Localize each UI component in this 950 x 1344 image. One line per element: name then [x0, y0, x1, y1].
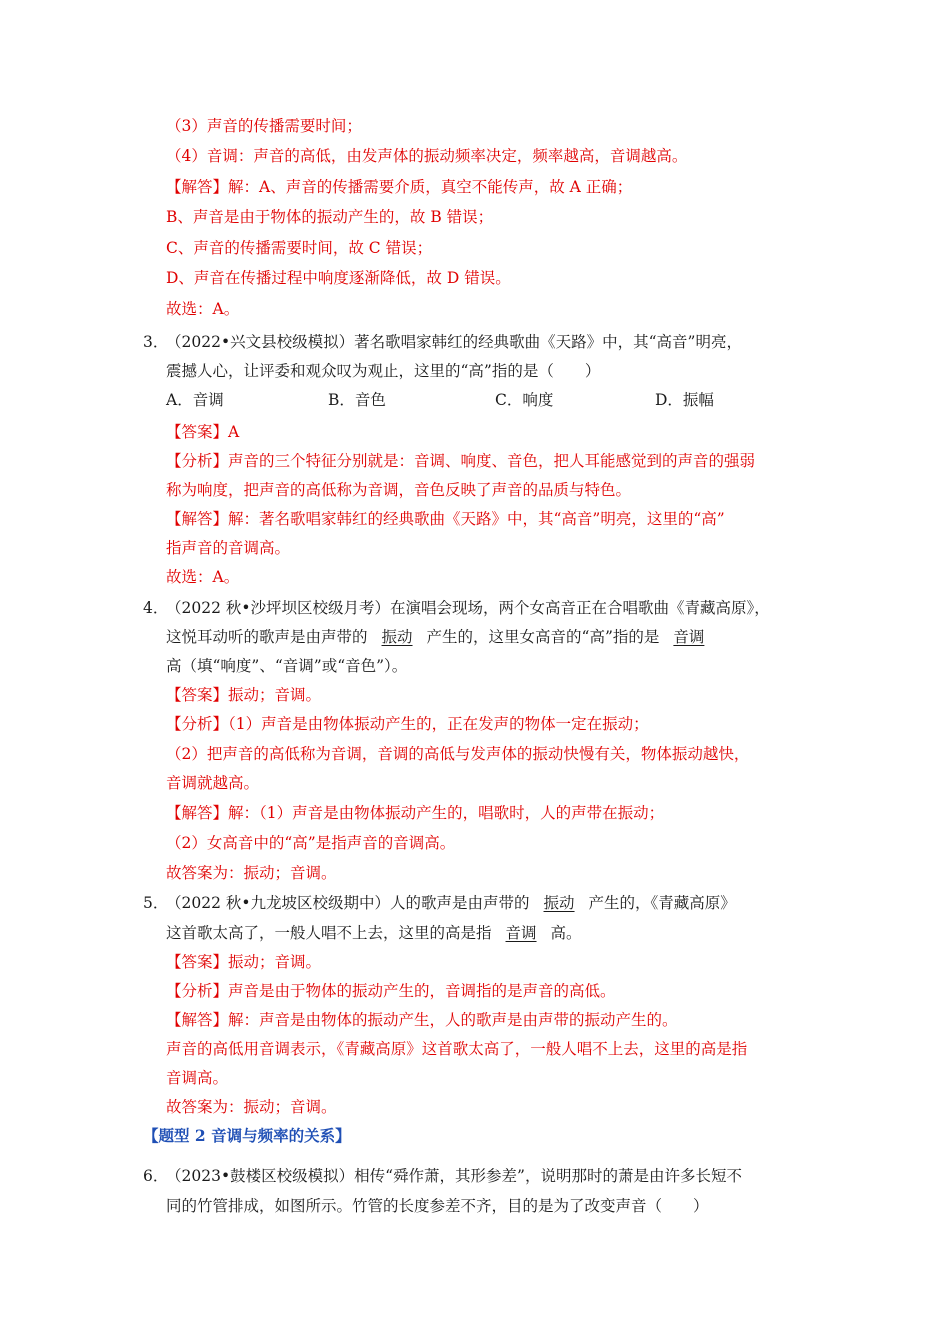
q3-analysis-1: 【分析】声音的三个特征分别就是：音调、响度、音色，把人耳能感觉到的声音的强弱	[166, 452, 756, 470]
q5-analysis: 【分析】声音是由于物体的振动产生的，音调指的是声音的高低。	[166, 982, 616, 1000]
blank-answer-1: 振动	[543, 894, 575, 912]
q4-analysis-2: （2）把声音的高低称为音调，音调的高低与发声体的振动快慢有关，物体振动越快，	[166, 745, 750, 763]
q4-solve-1: 【解答】解：（1）声音是由物体振动产生的，唱歌时，人的声带在振动；	[166, 804, 665, 822]
q4-analysis-1: 【分析】（1）声音是由物体振动产生的，正在发声的物体一定在振动；	[166, 715, 649, 733]
q5-solve-3: 音调高。	[166, 1069, 229, 1087]
prev-option-b: B、声音是由于物体的振动产生的，故 B 错误；	[166, 208, 494, 226]
question-text: （2023•鼓楼区校级模拟）相传“舜作萧，其形参差”，说明那时的萧是由许多长短不	[166, 1167, 742, 1185]
question-number: 4．	[143, 599, 169, 617]
question-number: 6．	[143, 1167, 169, 1185]
prev-option-c: C、声音的传播需要时间，故 C 错误；	[166, 239, 433, 257]
q5-answer: 【答案】振动；音调。	[166, 953, 322, 971]
option-b: B．音色	[328, 391, 386, 409]
q5-final: 故答案为：振动；音调。	[166, 1098, 337, 1116]
question-number: 3．	[143, 333, 169, 351]
blank-answer-1: 振动	[381, 628, 413, 646]
option-a: A．音调	[166, 391, 224, 409]
question-6-line-2: 同的竹管排成，如图所示。竹管的长度参差不齐，目的是为了改变声音（ ）	[166, 1197, 709, 1215]
q3-solve-1: 【解答】解：著名歌唱家韩红的经典歌曲《天路》中，其“高音”明亮，这里的“高”	[166, 510, 725, 528]
q5-solve-1: 【解答】解：声音是由物体的振动产生，人的歌声是由声带的振动产生的。	[166, 1011, 678, 1029]
q4-solve-2: （2）女高音中的“高”是指声音的音调高。	[166, 834, 456, 852]
blank-answer-2: 音调	[673, 628, 705, 646]
question-5-line-1	[166, 893, 736, 913]
option-c: C．响度	[495, 391, 554, 409]
q4-analysis-3: 音调就越高。	[166, 774, 260, 792]
question-text: 高。	[550, 924, 582, 942]
q4-final: 故答案为：振动；音调。	[166, 864, 337, 882]
q3-answer: 【答案】A	[166, 423, 240, 441]
question-text: （2022 秋•沙坪坝区校级月考）在演唱会现场，两个女高音正在合唱歌曲《青藏高原》，	[166, 599, 770, 617]
section-heading: 【题型 2 音调与频率的关系】	[143, 1126, 351, 1145]
question-text: 产生的，《青藏高原》	[588, 894, 736, 912]
prev-line-3: （3）声音的传播需要时间；	[166, 117, 362, 135]
option-d: D．振幅	[655, 391, 714, 409]
question-4-line-2	[166, 627, 718, 647]
question-3-line-2: 震撼人心，让评委和观众叹为观止，这里的“高”指的是（ ）	[166, 362, 601, 380]
blank-answer-2: 音调	[505, 924, 537, 942]
question-text: （2022 秋•九龙坡区校级期中）人的歌声是由声带的	[166, 894, 530, 912]
question-number: 5．	[143, 894, 169, 912]
prev-final: 故选：A。	[166, 300, 240, 318]
q3-analysis-2: 称为响度，把声音的高低称为音调，音色反映了声音的品质与特色。	[166, 481, 632, 499]
q3-solve-2: 指声音的音调高。	[166, 539, 291, 557]
q5-solve-2: 声音的高低用音调表示，《青藏高原》这首歌太高了，一般人唱不上去，这里的高是指	[166, 1040, 748, 1058]
question-text: 这首歌太高了，一般人唱不上去，这里的高是指	[166, 924, 492, 942]
prev-solve-line: 【解答】解：A、声音的传播需要介质，真空不能传声，故 A 正确；	[166, 178, 633, 196]
question-5-line-2	[166, 923, 582, 943]
prev-option-d: D、声音在传播过程中响度逐渐降低，故 D 错误。	[166, 269, 511, 287]
question-text: 产生的，这里女高音的“高”指的是	[426, 628, 660, 646]
question-4-line-3: 高（填“响度”、“音调”或“音色”）。	[166, 657, 408, 675]
prev-line-4: （4）音调：声音的高低，由发声体的振动频率决定，频率越高，音调越高。	[166, 147, 688, 165]
question-text: 这悦耳动听的歌声是由声带的	[166, 628, 368, 646]
q4-answer: 【答案】振动；音调。	[166, 686, 322, 704]
q3-final: 故选：A。	[166, 568, 240, 586]
question-text: （2022•兴文县校级模拟）著名歌唱家韩红的经典歌曲《天路》中，其“高音”明亮，	[166, 333, 742, 351]
